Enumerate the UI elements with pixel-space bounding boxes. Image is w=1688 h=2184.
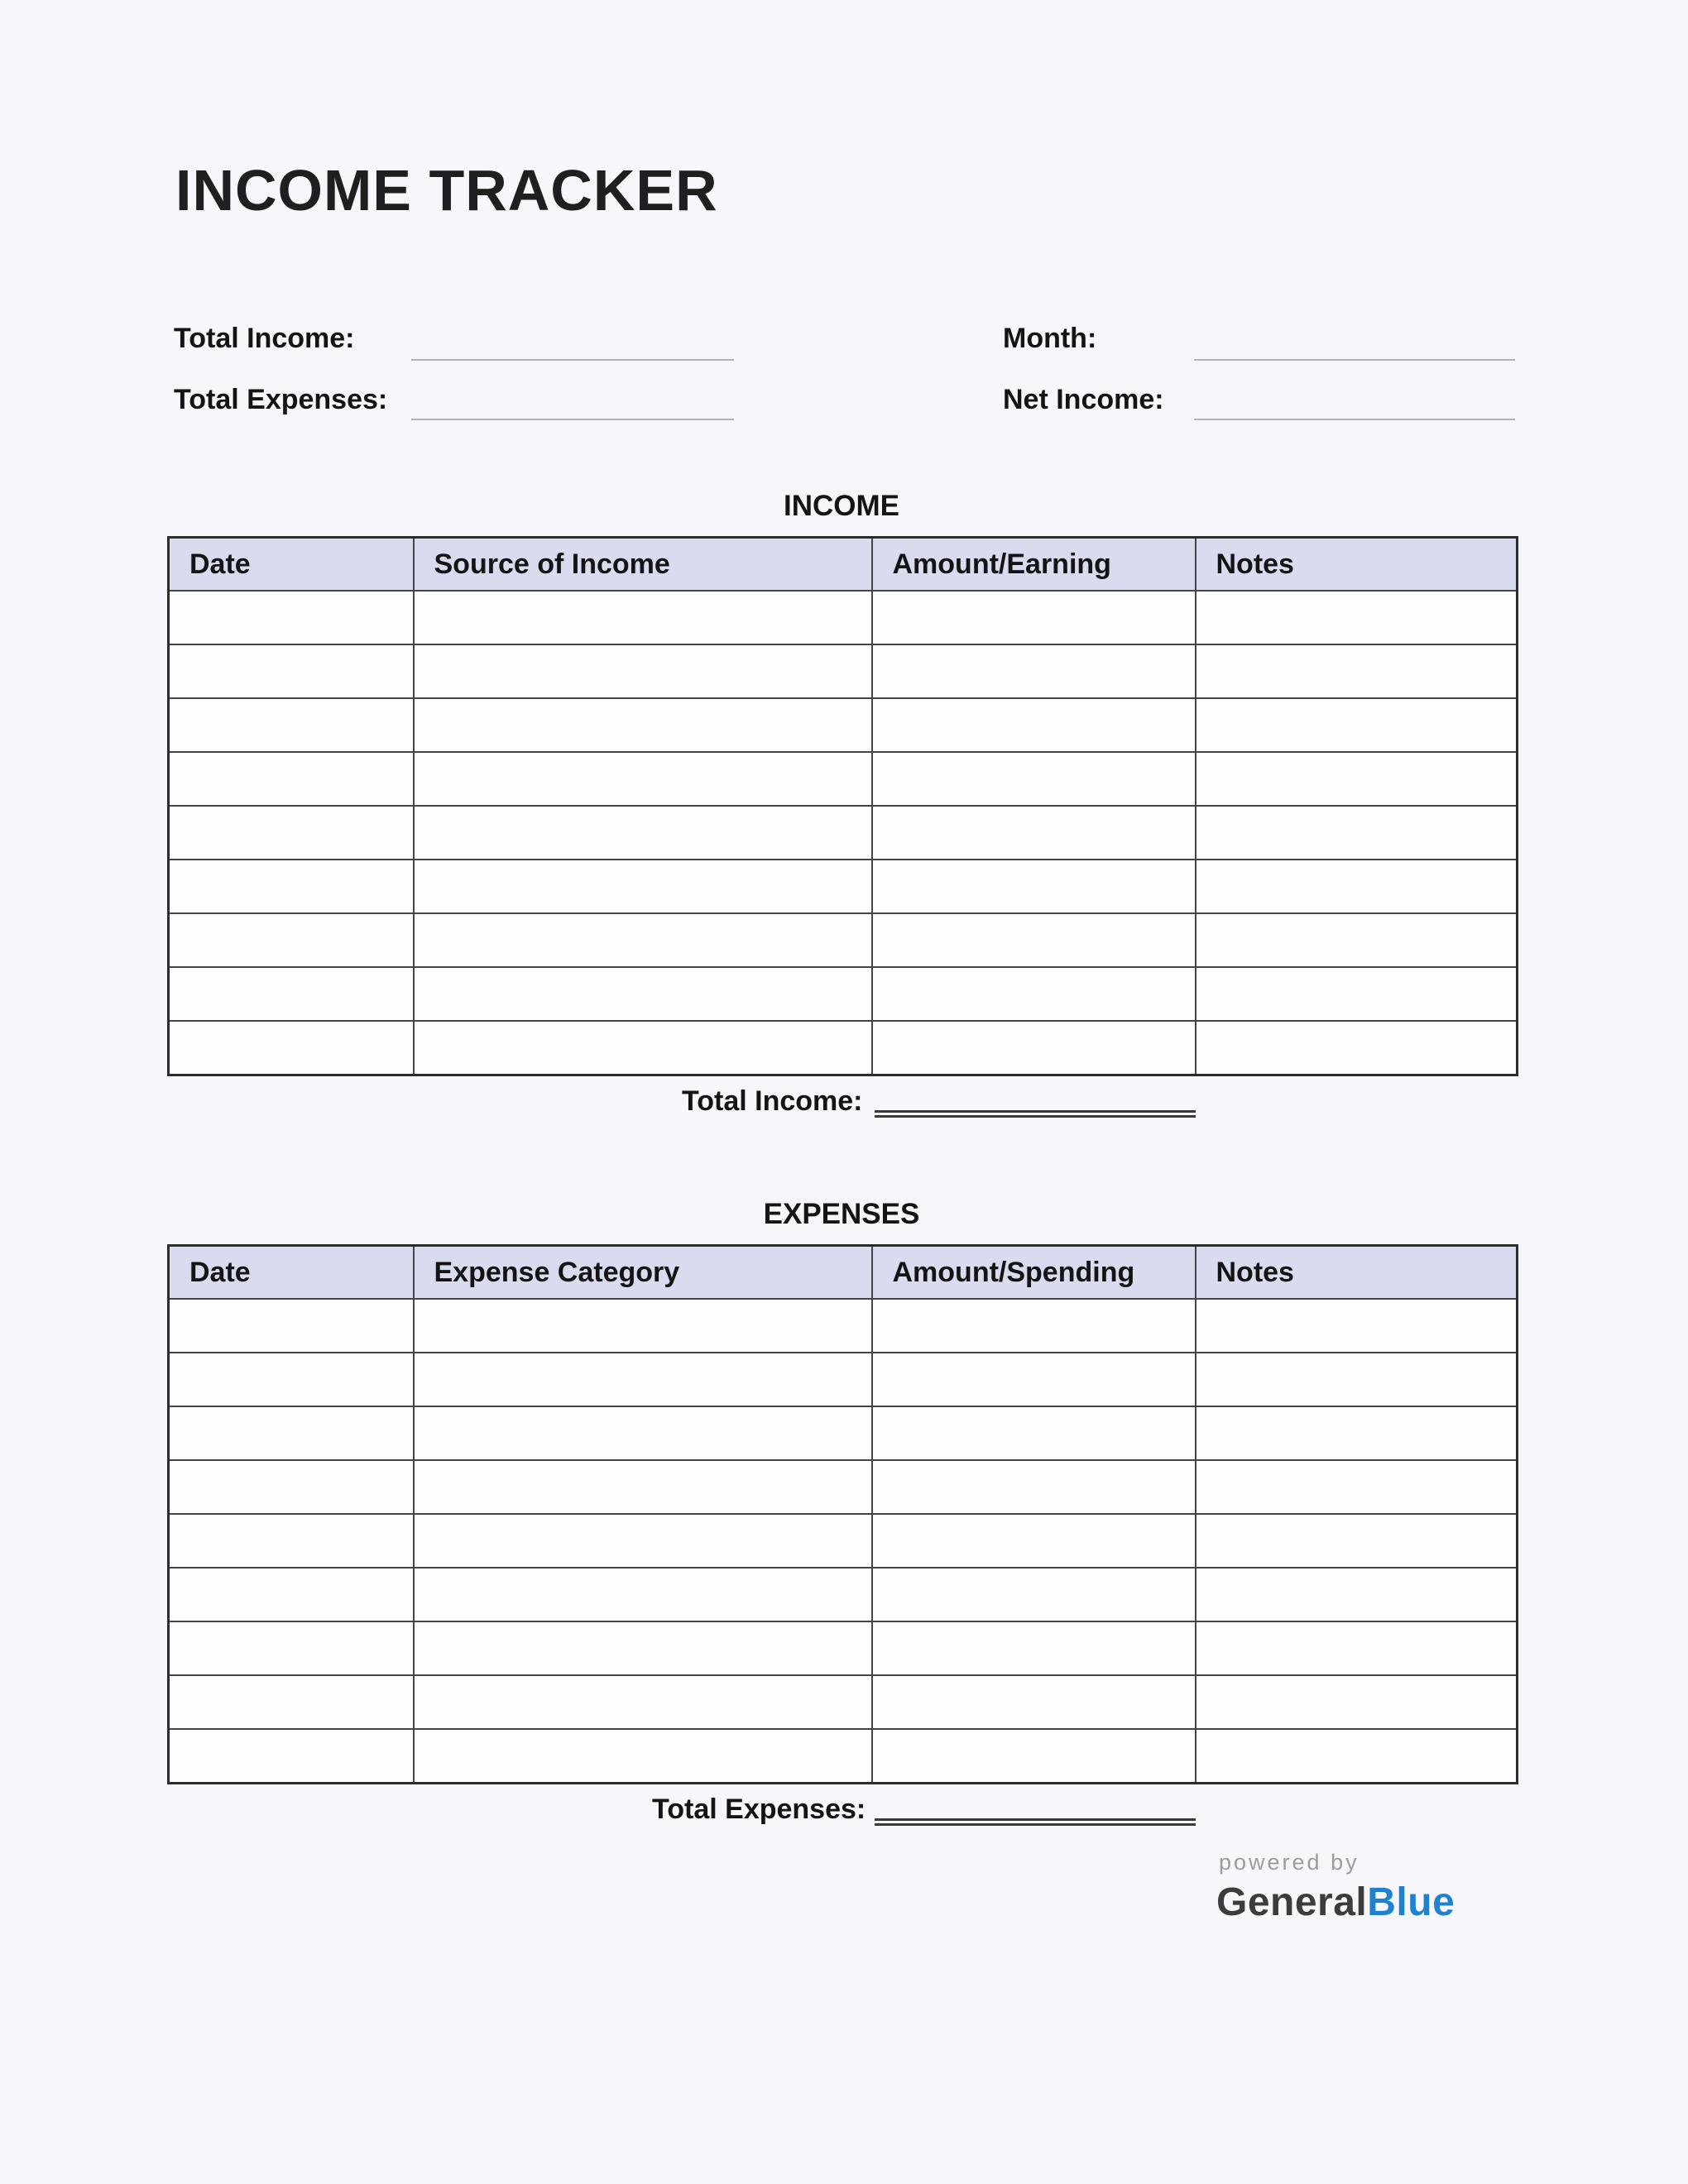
empty-cell [169,1621,414,1675]
empty-cell [414,860,872,913]
expenses-column-notes: Notes [1196,1246,1518,1300]
empty-cell [872,1621,1196,1675]
table-row [169,752,1518,806]
empty-cell [1196,644,1518,698]
empty-cell [414,591,872,644]
empty-cell [1196,1568,1518,1621]
empty-cell [414,1514,872,1568]
empty-cell [872,806,1196,860]
empty-cell [872,1460,1196,1514]
empty-cell [1196,1729,1518,1784]
empty-cell [1196,1353,1518,1406]
empty-cell [872,1299,1196,1353]
empty-cell [1196,698,1518,752]
table-row [169,1729,1518,1784]
total-income-line [411,359,734,361]
empty-cell [169,698,414,752]
empty-cell [872,1568,1196,1621]
empty-cell [169,1460,414,1514]
empty-cell [872,860,1196,913]
expenses-column-date: Date [169,1246,414,1300]
table-row [169,913,1518,967]
empty-cell [169,967,414,1021]
empty-cell [1196,913,1518,967]
table-row [169,1568,1518,1621]
empty-cell [1196,806,1518,860]
empty-cell [872,752,1196,806]
table-row [169,1406,1518,1460]
empty-cell [169,913,414,967]
table-row [169,806,1518,860]
expenses-table [167,1244,1518,1784]
empty-cell [414,913,872,967]
empty-cell [872,1353,1196,1406]
table-row [169,1021,1518,1075]
empty-cell [872,1729,1196,1784]
empty-cell [414,1021,872,1075]
total-income-label: Total Income: [174,323,355,354]
empty-cell [414,806,872,860]
empty-cell [169,1675,414,1729]
empty-cell [872,644,1196,698]
empty-cell [872,698,1196,752]
empty-cell [414,1568,872,1621]
income-column-amount: Amount/Earning [872,538,1196,592]
table-row [169,1514,1518,1568]
total-expenses-line [411,419,734,420]
table-row [169,644,1518,698]
empty-cell [1196,752,1518,806]
table-row [169,967,1518,1021]
month-label: Month: [1003,323,1097,354]
empty-cell [1196,1021,1518,1075]
expenses-total-line [875,1818,1196,1826]
empty-cell [1196,591,1518,644]
empty-cell [414,1406,872,1460]
empty-cell [169,1299,414,1353]
empty-cell [169,1729,414,1784]
table-row [169,1299,1518,1353]
empty-cell [1196,1675,1518,1729]
income-total-line [875,1110,1196,1118]
empty-cell [169,752,414,806]
table-row [169,1460,1518,1514]
empty-cell [414,752,872,806]
income-table-header-row [169,538,1518,592]
empty-cell [872,1514,1196,1568]
empty-cell [872,1021,1196,1075]
empty-cell [1196,1406,1518,1460]
empty-cell [1196,1621,1518,1675]
empty-cell [1196,1514,1518,1568]
empty-cell [169,1406,414,1460]
empty-cell [872,967,1196,1021]
total-expenses-label: Total Expenses: [174,384,388,415]
empty-cell [872,1675,1196,1729]
empty-cell [169,1021,414,1075]
table-row [169,698,1518,752]
empty-cell [169,806,414,860]
table-row [169,1675,1518,1729]
empty-cell [414,698,872,752]
empty-cell [1196,967,1518,1021]
expenses-section-heading: EXPENSES [763,1198,920,1230]
empty-cell [169,644,414,698]
page-title: INCOME TRACKER [175,158,718,223]
expenses-column-amount: Amount/Spending [872,1246,1196,1300]
income-column-source: Source of Income [414,538,872,592]
income-section-heading: INCOME [784,490,899,522]
expenses-table-header-row [169,1246,1518,1300]
brand-blue-text: Blue [1367,1880,1455,1924]
empty-cell [169,1514,414,1568]
table-row [169,1621,1518,1675]
empty-cell [169,860,414,913]
net-income-label: Net Income: [1003,384,1164,415]
income-column-notes: Notes [1196,538,1518,592]
expenses-column-category: Expense Category [414,1246,872,1300]
empty-cell [414,1675,872,1729]
empty-cell [169,591,414,644]
table-row [169,860,1518,913]
brand-logo [1216,1880,1455,1925]
income-table [167,536,1518,1076]
empty-cell [414,1460,872,1514]
table-row [169,591,1518,644]
empty-cell [414,1353,872,1406]
brand-general-text: General [1216,1880,1368,1924]
powered-by-text: powered by [1219,1850,1360,1875]
empty-cell [1196,1299,1518,1353]
income-total-label: Total Income: [682,1085,863,1117]
empty-cell [414,644,872,698]
empty-cell [414,1729,872,1784]
month-line [1194,359,1515,361]
empty-cell [414,1299,872,1353]
empty-cell [1196,1460,1518,1514]
income-column-date: Date [169,538,414,592]
net-income-line [1194,419,1515,420]
expenses-total-label: Total Expenses: [652,1794,866,1825]
empty-cell [872,1406,1196,1460]
empty-cell [872,591,1196,644]
empty-cell [414,1621,872,1675]
empty-cell [1196,860,1518,913]
empty-cell [169,1353,414,1406]
empty-cell [414,967,872,1021]
table-row [169,1353,1518,1406]
empty-cell [872,913,1196,967]
empty-cell [169,1568,414,1621]
